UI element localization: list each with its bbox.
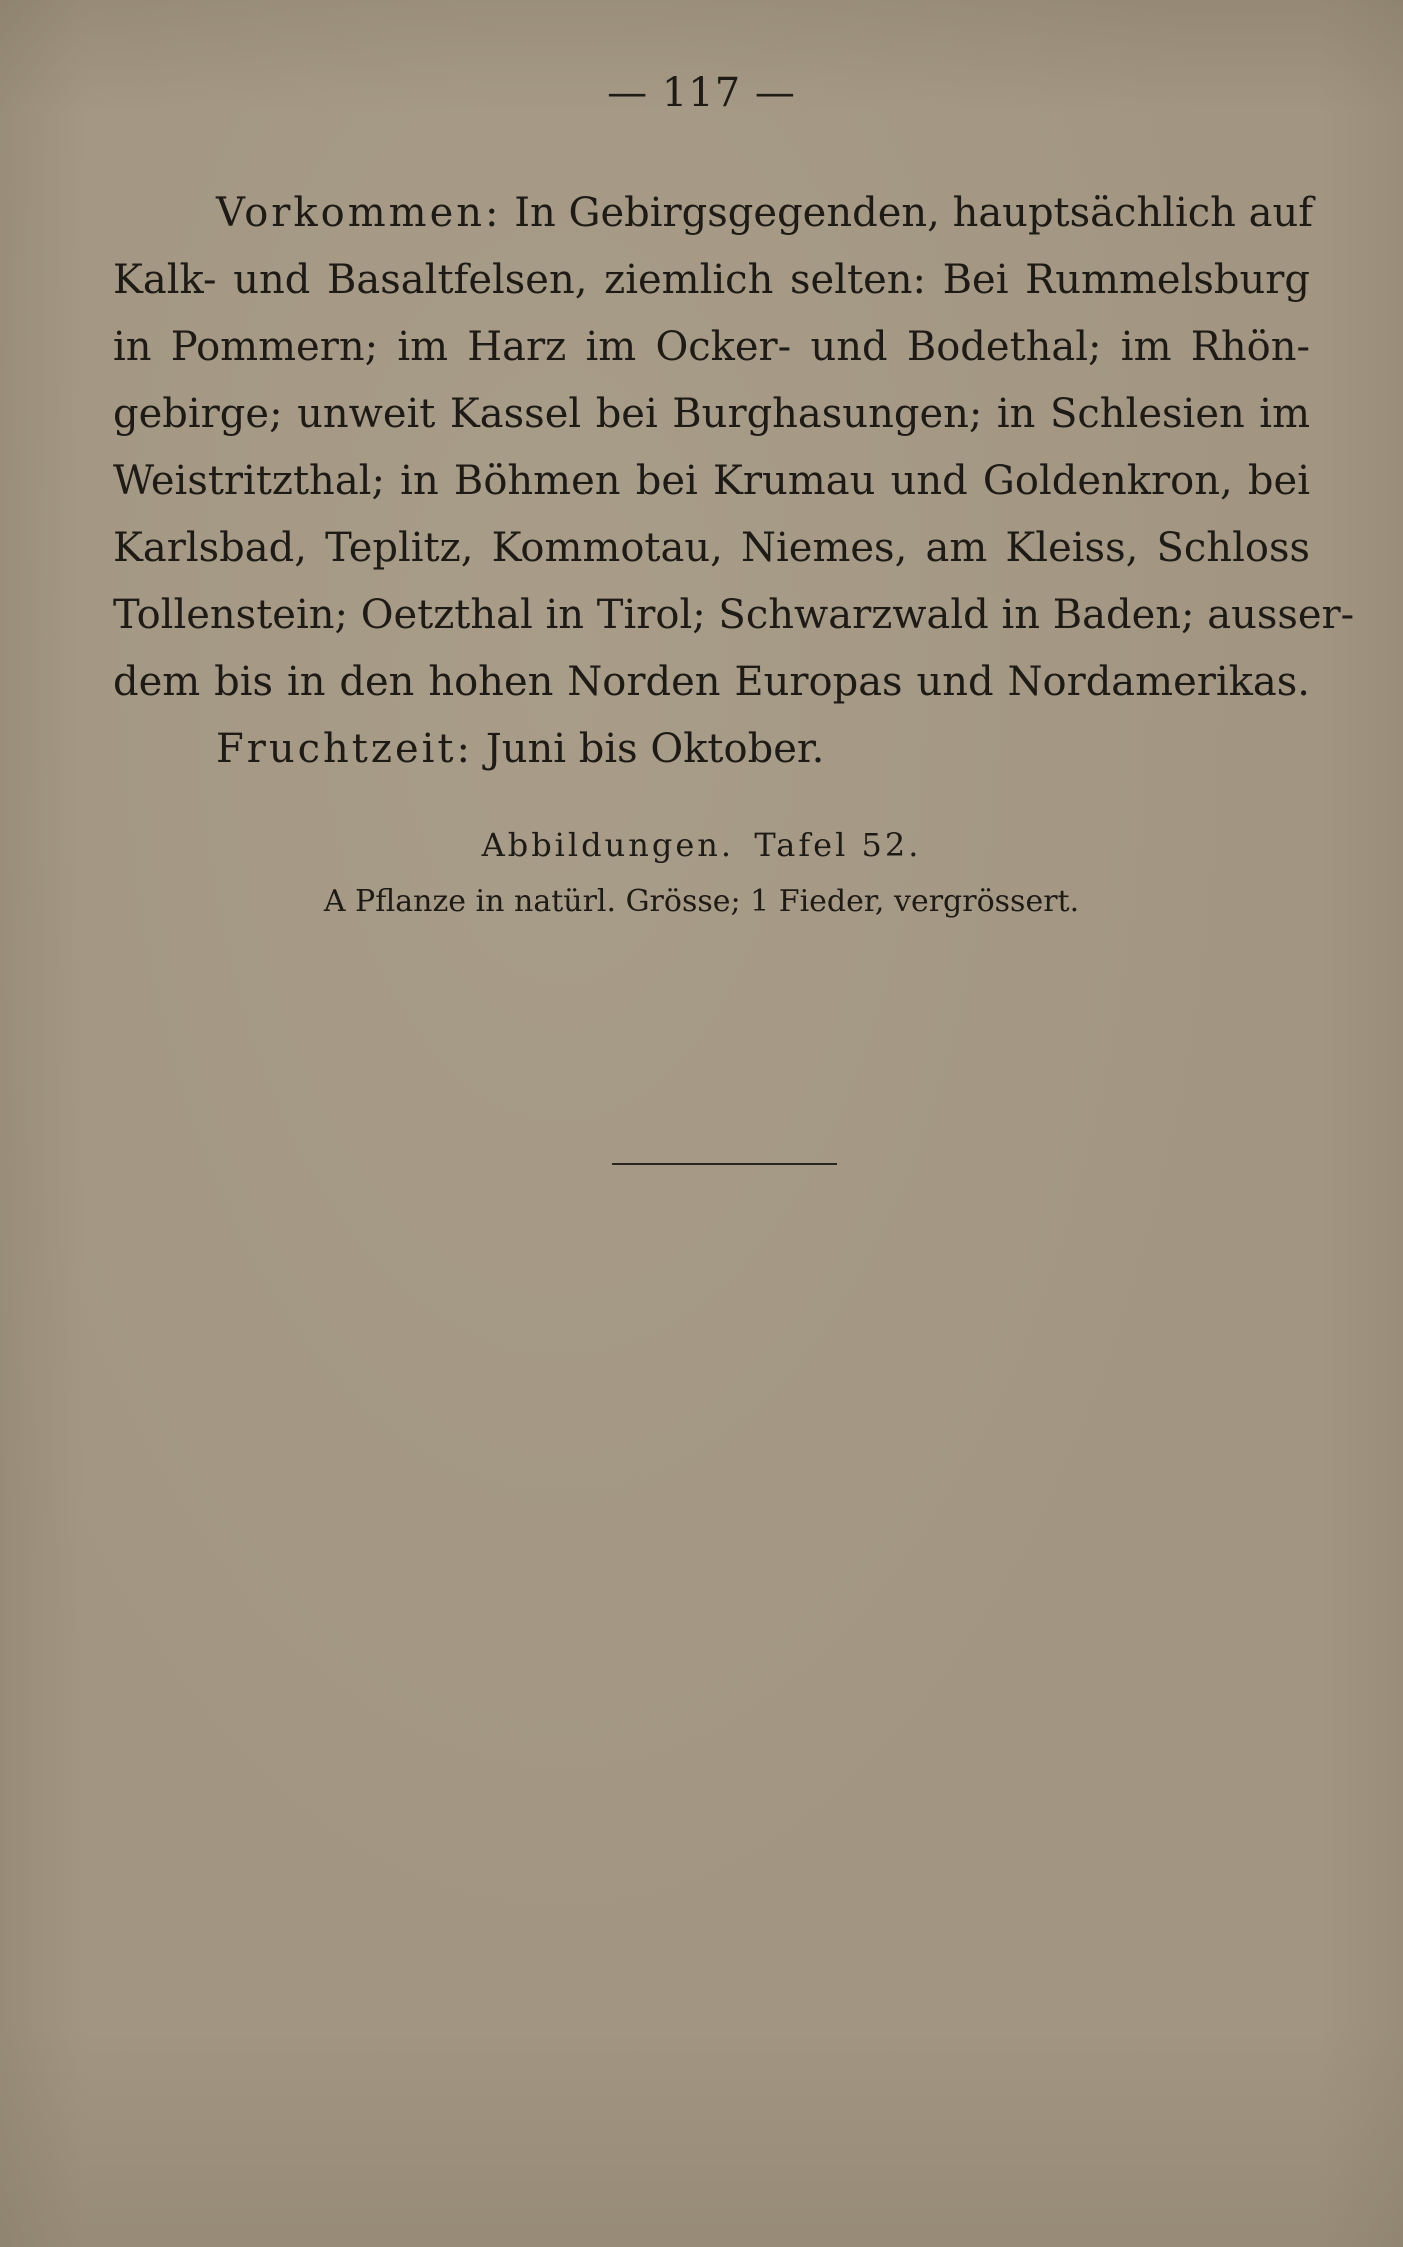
paragraph-line: in Pommern; im Harz im Ocker- und Bodethal; im Rhön-	[113, 324, 1310, 370]
figures-heading	[0, 826, 1403, 864]
figures-plate: Tafel 52.	[754, 826, 922, 864]
paragraph-line: Karlsbad, Teplitz, Kommotau, Niemes, am Kleiss, Schloss	[113, 525, 1310, 571]
fruit-time-label: Fruchtzeit:	[216, 726, 473, 772]
paragraph-line: Kalk- und Basaltfelsen, ziemlich selten: Bei Rummelsburg	[113, 257, 1310, 303]
page-number: — 117 —	[607, 70, 796, 116]
paragraph-line: Vorkommen: In Gebirgsgegenden, hauptsächlich auf	[216, 190, 1314, 236]
fruit-time-line	[113, 716, 1310, 783]
fruit-time-value: Juni bis Oktober.	[485, 726, 825, 772]
paragraph-line: gebirge; unweit Kassel bei Burghasungen; in Schlesien im	[113, 391, 1310, 437]
paragraph-line: dem bis in den hohen Norden Europas und Nordamerikas.	[113, 659, 1310, 705]
paragraph-line: Tollenstein; Oetzthal in Tirol; Schwarzwald in Baden; ausser-	[113, 592, 1355, 638]
separator-rule	[612, 1163, 837, 1165]
paragraph-line: Weistritzthal; in Böhmen bei Krumau und Goldenkron, bei	[113, 458, 1310, 504]
figures-description: A Pflanze in natürl. Grösse; 1 Fieder, vergrössert.	[323, 884, 1080, 919]
occurrence-label: Vorkommen:	[216, 190, 502, 236]
occurrence-paragraph	[113, 180, 1355, 783]
figures-label: Abbildungen.	[481, 826, 735, 864]
